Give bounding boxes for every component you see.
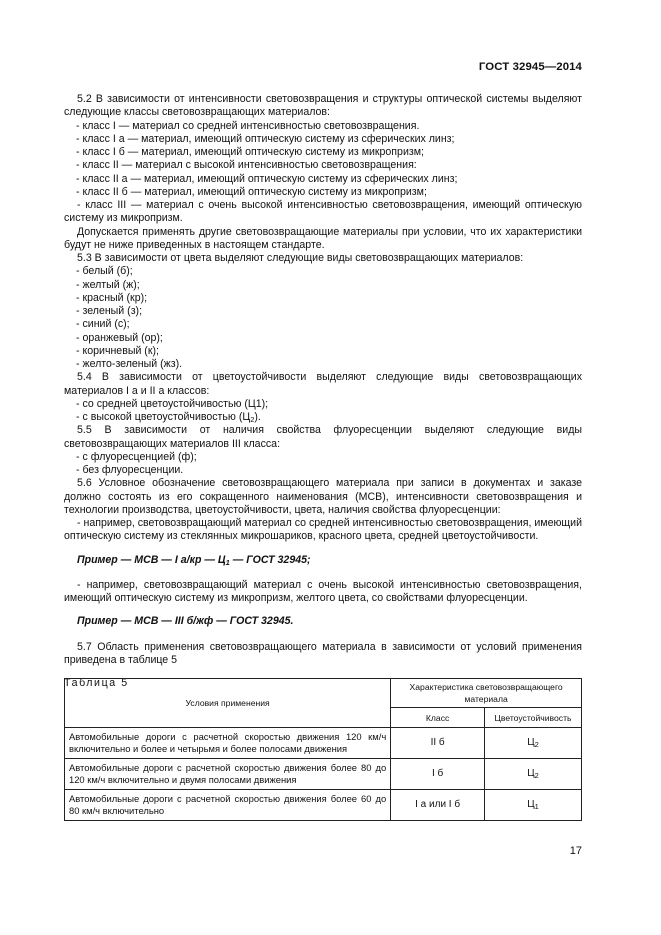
conditions-cell: Автомобильные дороги с расчетной скоростью движения 120 км/ч включительно и более и четырьмя и более полосами движения: [65, 728, 391, 759]
section-5-4-intro: 5.4 В зависимости от цветоустойчивости выделяют следующие виды световозвращающих материалов I а и II а классов:: [64, 371, 582, 397]
header-conditions: Условия применения: [65, 679, 391, 728]
class-cell: II б: [391, 728, 485, 759]
colorfastness-cell: $Ц_2$: [485, 759, 582, 790]
list-item: - зеленый (з);: [76, 305, 143, 317]
conditions-cell: Автомобильные дороги с расчетной скоростью движения более 60 до 80 км/ч включительно: [65, 790, 391, 821]
colorfastness-cell: $Ц_1$: [485, 790, 582, 821]
list-item: - класс II — материал с высокой интенсивностью световозвращения:: [76, 159, 417, 172]
document-code: ГОСТ 32945—2014: [478, 61, 582, 73]
section-5-7-text: 5.7 Область применения световозвращающего материала в зависимости от условий применения приведена в таблице 5: [64, 640, 582, 666]
list-item: - класс III — материал с очень высокой интенсивностью световозвращения, имеющий оптическую систему из микропризм.: [64, 199, 582, 225]
list-item: - класс I а — материал, имеющий оптическую систему из сферических линз;: [76, 132, 455, 145]
section-5-2-intro: 5.2 В зависимости от интенсивности световозвращения и структуры оптической системы выделяют следующие классы световозвращающих материалов:: [64, 93, 582, 119]
list-item: - синий (с);: [76, 318, 130, 331]
table-row: [65, 790, 582, 821]
example-1-label: Пример — МСВ — I а/кр — $Ц_1$ — ГОСТ 32945;: [77, 553, 311, 567]
list-item: - желтый (ж);: [76, 278, 140, 291]
header-characteristics: Характеристика световозвращающего материала: [391, 679, 582, 708]
table-5: [64, 678, 582, 821]
list-item: - желто-зеленый (жз).: [76, 358, 183, 370]
conditions-cell: Автомобильные дороги с расчетной скоростью движения более 80 до 120 км/ч включительно и двумя полосами движения: [65, 759, 391, 790]
list-item: - класс II а — материал, имеющий оптическую систему из сферических линз;: [76, 172, 458, 185]
list-item: - с высокой цветоустойчивостью $(Ц_2)$.: [76, 411, 261, 424]
header-colorfastness: Цветоустойчивость: [485, 708, 582, 728]
list-item: - класс I — материал со средней интенсивностью световозвращения.: [76, 119, 420, 132]
list-item: - белый (б);: [76, 265, 133, 278]
table-row: [65, 728, 582, 759]
list-item: - со средней цветоустойчивостью (Ц1);: [76, 397, 269, 410]
example-2-description: - например, световозвращающий материал с очень высокой интенсивностью световозвращения, имеющий оптическую систему из микропризм, желтого цвета, со свойствами флуоресценции.: [64, 578, 582, 604]
list-item: - класс I б — материал, имеющий оптическую систему из микропризм;: [76, 146, 424, 158]
list-item: - с флуоресценцией (ф);: [76, 450, 197, 463]
table-row: [65, 759, 582, 790]
section-5-6-text: 5.6 Условное обозначение световозвращающего материала при записи в документах и заказе должно состоять из его сокращенного наименования (МСВ), интенсивности световозвращения и технологии производства, цветоустойчивости, цвета, наличия свойства флуоресценции:: [64, 477, 582, 516]
list-item: - коричневый (к);: [76, 344, 159, 357]
document-body: [64, 93, 582, 694]
list-item: - красный (кр);: [76, 291, 148, 304]
section-5-5-intro: 5.5 В зависимости от наличия свойства флуоресценции выделяют следующие виды световозвращающих материалов III класса:: [64, 424, 582, 450]
list-item: - без флуоресценции.: [76, 464, 184, 476]
class-cell: I а или I б: [391, 790, 485, 821]
table-5-caption: Таблица 5: [64, 677, 129, 689]
page-number: 17: [569, 845, 582, 857]
colorfastness-cell: $Ц_2$: [485, 728, 582, 759]
class-cell: I б: [391, 759, 485, 790]
example-1-description: - например, световозвращающий материал со средней интенсивностью световозвращения, имеющий оптическую систему из стеклянных микрошариков, красного цвета, средней цветоустойчивости.: [64, 517, 582, 543]
section-5-3-intro: 5.3 В зависимости от цвета выделяют следующие виды световозвращающих материалов:: [77, 252, 524, 264]
section-5-2-note: Допускается применять другие световозвращающие материалы при условии, что их характеристики будут не ниже приведенных в настоящем стандарте.: [64, 225, 582, 251]
example-2-label: Пример — МСВ — III б/жф — ГОСТ 32945.: [77, 615, 294, 628]
header-class: Класс: [391, 708, 485, 728]
list-item: - оранжевый (ор);: [76, 331, 163, 344]
list-item: - класс II б — материал, имеющий оптическую систему из микропризм;: [76, 185, 427, 198]
table-header-row: [65, 679, 582, 708]
